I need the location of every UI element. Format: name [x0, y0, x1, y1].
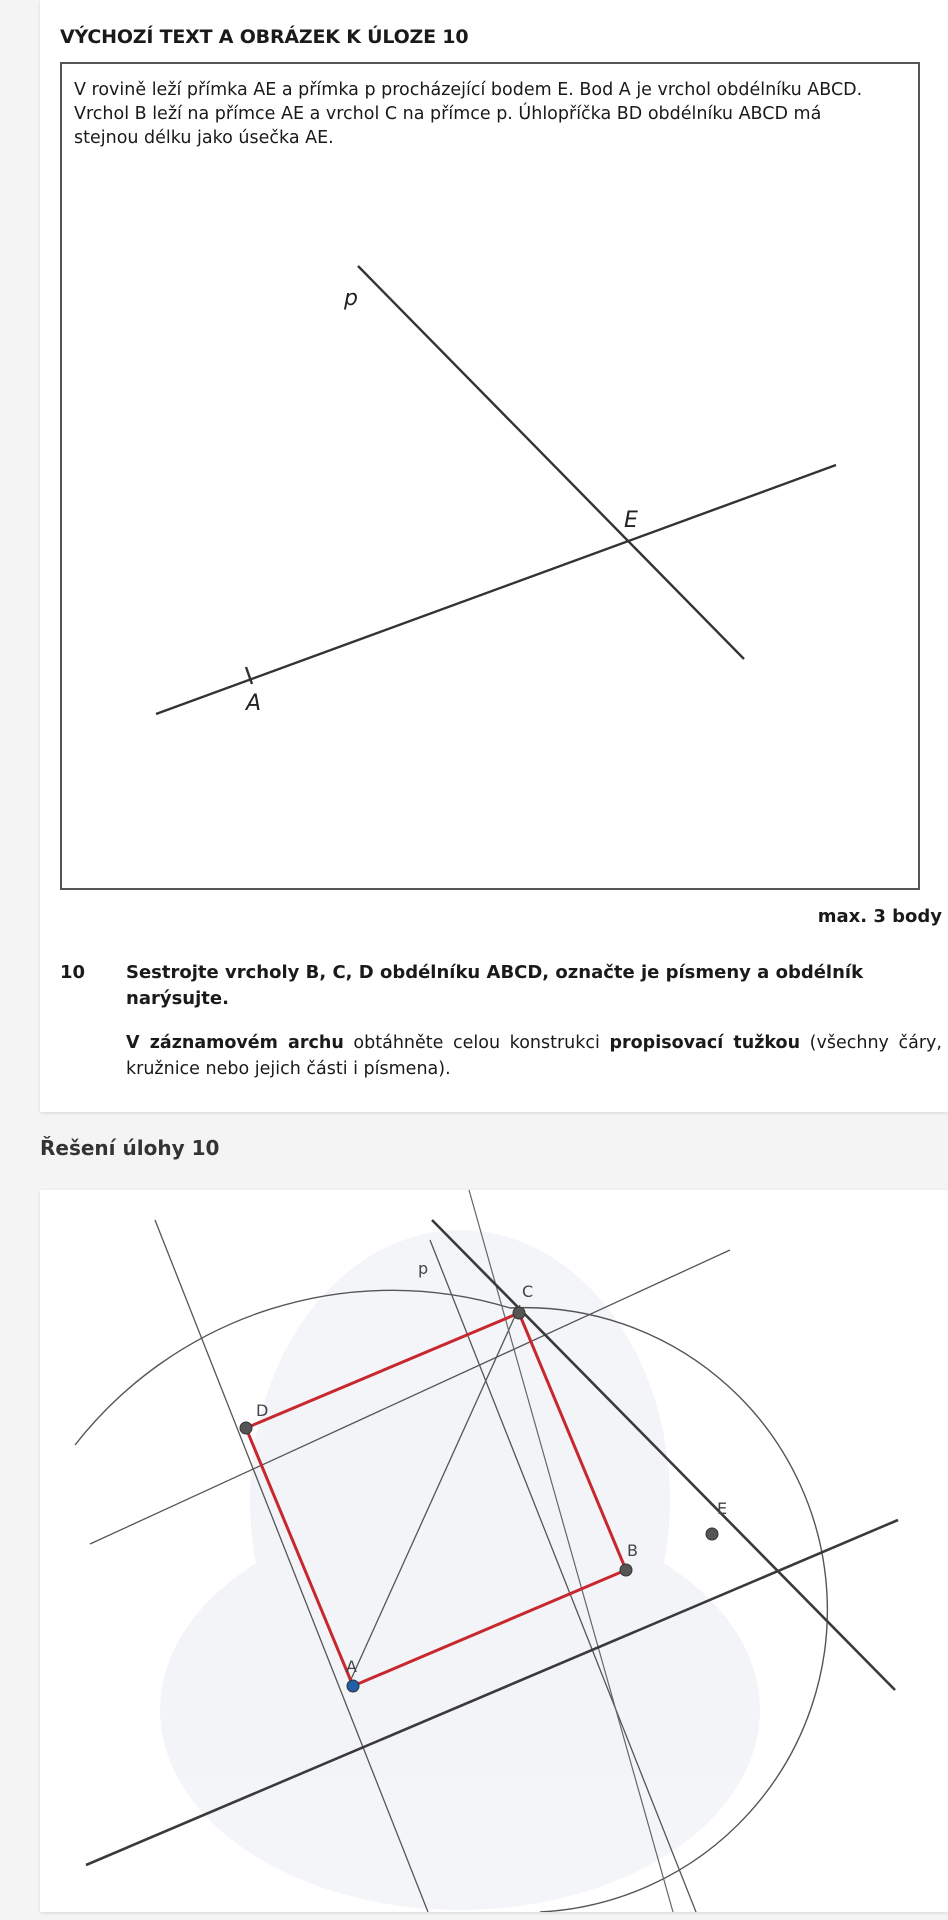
solution-title: Řešení úlohy 10 — [40, 1136, 220, 1160]
instruction-bold-2: propisovací tužkou — [609, 1033, 801, 1053]
solution-figure — [40, 1190, 948, 1912]
question-number: 10 — [60, 962, 86, 983]
label-B: B — [627, 1541, 638, 1560]
task-text-line-3: stejnou délku jako úsečka AE. — [74, 128, 334, 148]
task-card — [40, 0, 948, 1112]
instruction-bold-1: V záznamovém archu — [126, 1033, 344, 1053]
point-C — [513, 1307, 525, 1319]
point-E — [706, 1528, 718, 1540]
label-p: p — [418, 1259, 429, 1278]
max-points: max. 3 body — [817, 906, 942, 927]
label-A: A — [346, 1657, 357, 1676]
label-C: C — [522, 1282, 534, 1301]
question-text: Sestrojte vrcholy B, C, D obdélníku ABCD, označte je písmeny a obdélník narýsujte. — [126, 962, 864, 1009]
task-text-line-2: Vrchol B leží na přímce AE a vrchol C na přímce p. Úhlopříčka BD obdélníku ABCD má — [74, 104, 822, 124]
instruction-end: (všechny čáry, kružnice nebo jejich části i písmena). — [126, 1033, 942, 1079]
task-box — [60, 62, 920, 890]
label-E: E — [624, 508, 638, 533]
instruction — [126, 1030, 942, 1082]
instruction-mid: obtáhněte celou konstrukci — [343, 1033, 610, 1053]
task-text-line-1: V rovině leží přímka AE a přímka p procházející bodem E. Bod A je vrchol obdélníku ABCD. — [74, 80, 863, 100]
line-AE — [156, 465, 836, 714]
label-A: A — [246, 691, 262, 716]
label-E: E — [717, 1499, 728, 1518]
point-B — [620, 1564, 632, 1576]
task-figure — [62, 64, 918, 888]
line-p — [358, 266, 744, 659]
task-heading: VÝCHOZÍ TEXT A OBRÁZEK K ÚLOZE 10 — [60, 26, 469, 48]
label-D: D — [256, 1401, 269, 1420]
point-D — [240, 1422, 252, 1434]
solution-card — [40, 1190, 948, 1912]
point-A — [347, 1680, 359, 1692]
watermark — [160, 1230, 760, 1910]
label-p: p — [344, 286, 358, 311]
